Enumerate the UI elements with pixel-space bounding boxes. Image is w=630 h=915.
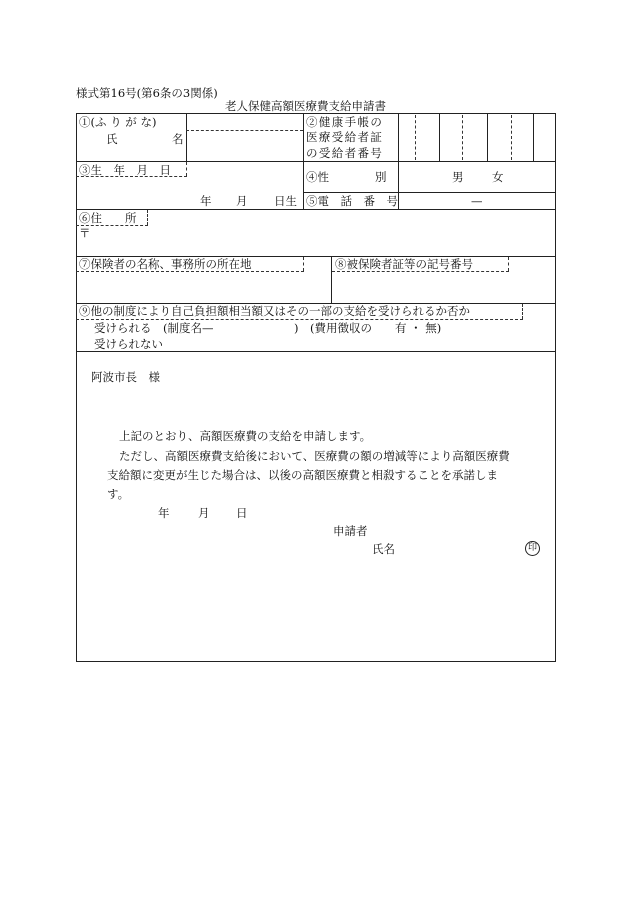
applicant-label: 申請者 bbox=[333, 524, 368, 538]
col-divider bbox=[303, 113, 304, 209]
label-box-edge bbox=[186, 162, 187, 176]
body-paragraph: 支給額に変更が生じた場合は、以後の高額医療費と相殺することを承諾しま bbox=[107, 468, 498, 482]
addressee: 阿波市長 様 bbox=[91, 370, 160, 384]
label-box-edge bbox=[522, 304, 523, 319]
birthdate-day: 日生 bbox=[274, 194, 297, 208]
col-divider bbox=[487, 113, 488, 161]
form-number: 様式第16号(第6条の3関係) bbox=[76, 86, 218, 100]
other-system-label: ⑨他の制度により自己負担額相当額又はその一部の支給を受けられるか否か bbox=[79, 304, 470, 318]
gender-female-option[interactable]: 女 bbox=[492, 170, 504, 184]
gender-label: ④性 別 bbox=[306, 170, 387, 184]
date-month: 月 bbox=[198, 506, 210, 520]
body-paragraph: す。 bbox=[107, 487, 130, 501]
phone-dash: — bbox=[471, 194, 483, 208]
row-divider bbox=[303, 192, 556, 193]
not-receive-line: 受けられない bbox=[94, 337, 163, 351]
col-divider bbox=[186, 113, 187, 161]
row-divider bbox=[76, 161, 304, 162]
label-box-edge bbox=[303, 257, 304, 271]
birthdate-year: 年 bbox=[200, 194, 212, 208]
furigana-underline bbox=[186, 130, 303, 131]
row-divider bbox=[303, 161, 556, 162]
digit-divider bbox=[511, 115, 512, 160]
insurer-label: ⑦保険者の名称、事務所の所在地 bbox=[79, 257, 252, 271]
col-divider bbox=[331, 256, 332, 303]
name-label: 氏 bbox=[106, 132, 118, 146]
name-label: 名 bbox=[172, 132, 184, 146]
furigana-label: ①(ふ り が な) bbox=[79, 115, 157, 129]
health-book-label: 医療受給者証 bbox=[306, 130, 384, 144]
date-year: 年 bbox=[158, 506, 170, 520]
health-book-label: の受給者番号 bbox=[306, 146, 384, 160]
receive-line: 受けられる (制度名— ) (費用徴収の 有 ・ 無) bbox=[94, 321, 442, 335]
birthdate-label: ③生 年 月 日 bbox=[79, 163, 171, 177]
row-divider bbox=[76, 351, 556, 352]
col-divider bbox=[439, 113, 440, 161]
body-paragraph: 上記のとおり、高額医療費の支給を申請します。 bbox=[119, 429, 372, 443]
seal-mark: 印 bbox=[525, 541, 540, 556]
page-title: 老人保健高額医療費支給申請書 bbox=[225, 99, 386, 113]
label-box-edge bbox=[508, 257, 509, 271]
digit-divider bbox=[415, 115, 416, 160]
address-label: ⑥住 所 bbox=[79, 211, 137, 225]
gender-male-option[interactable]: 男 bbox=[452, 170, 464, 184]
birthdate-month: 月 bbox=[236, 194, 248, 208]
applicant-name-label: 氏名 bbox=[372, 542, 395, 556]
label-box-edge bbox=[332, 271, 509, 272]
digit-divider bbox=[462, 115, 463, 160]
label-box-edge bbox=[147, 210, 148, 225]
col-divider bbox=[533, 113, 534, 161]
date-day: 日 bbox=[236, 506, 248, 520]
health-book-label: ②健康手帳の bbox=[306, 115, 384, 129]
phone-label: ⑤電 話 番 号 bbox=[306, 194, 398, 208]
col-divider bbox=[398, 113, 399, 209]
body-paragraph: ただし、高額医療費支給後において、医療費の額の増減等により高額医療費 bbox=[119, 449, 510, 463]
label-box-edge bbox=[76, 319, 523, 320]
label-box-edge bbox=[76, 271, 304, 272]
postal-mark: 〒 bbox=[79, 226, 91, 240]
row-divider bbox=[76, 209, 556, 210]
insured-card-label: ⑧被保険者証等の記号番号 bbox=[335, 257, 473, 271]
